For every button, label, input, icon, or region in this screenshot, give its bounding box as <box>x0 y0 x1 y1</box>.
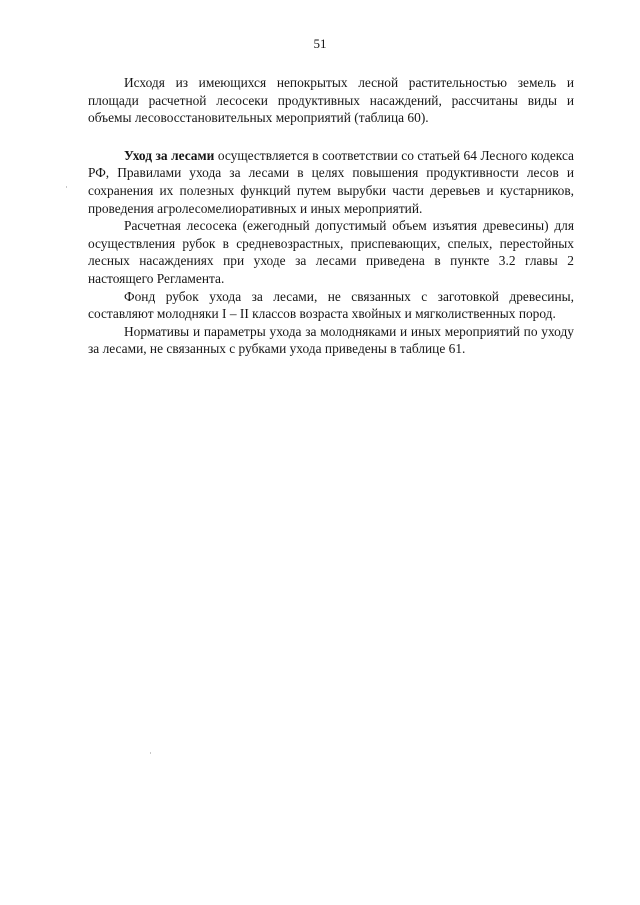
paragraph-thinning-fund: Фонд рубок ухода за лесами, не связанных с заготовкой древесины, составляют молодняки I – II классов возраста хвойных и мягколиственных пород. <box>88 288 574 322</box>
paragraph-lead-term: Уход за лесами <box>124 147 215 163</box>
paragraph-reforestation: Исходя из имеющихся непокрытых лесной растительностью земель и площади расчетной лесосеки продуктивных насаждений, рассчитаны виды и объемы лесовосстановительных мероприятий (таблица 60). <box>88 75 574 126</box>
paragraph-text: осуществляется в соответствии со статьей 64 Лесного кодекса РФ, Правилами ухода за лесами в целях повышения продуктивности лесов и сохранения их полезных функций путем вырубки части деревьев и кустарников, проведения агролесомелиоративных и иных мероприятий. <box>88 147 574 216</box>
scan-artifact <box>150 752 151 754</box>
document-body <box>88 74 574 358</box>
page-number: 51 <box>313 36 327 51</box>
paragraph-calculated-cutting-area: Расчетная лесосека (ежегодный допустимый объем изъятия древесины) для осуществления рубок в средневозрастных, приспевающих, спелых, перестойных лесных насаждениях при уходе за лесами приведена в пункте 3.2 главы 2 настоящего Регламента. <box>88 218 574 286</box>
scan-artifact <box>66 186 67 188</box>
paragraph-standards: Нормативы и параметры ухода за молодняками и иных мероприятий по уходу за лесами, не связанных с рубками ухода приведены в таблице 61. <box>88 323 574 357</box>
paragraph-forest-care <box>88 147 574 217</box>
